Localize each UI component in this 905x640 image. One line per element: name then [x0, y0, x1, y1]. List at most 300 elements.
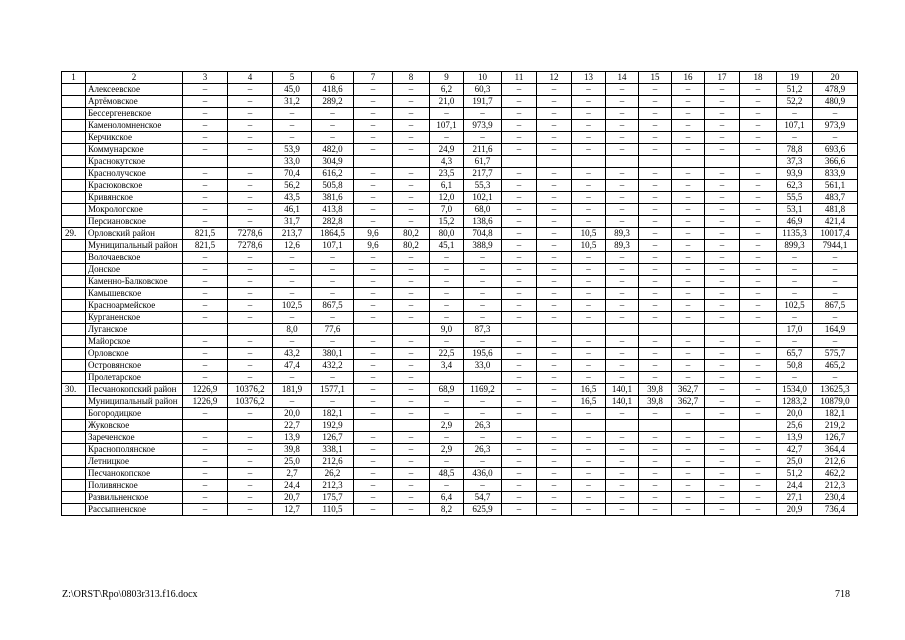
value-cell: – — [502, 384, 537, 396]
table-row — [62, 168, 858, 180]
value-cell: – — [228, 492, 273, 504]
territory-name: Кривянское — [86, 192, 183, 204]
value-cell — [740, 156, 777, 168]
value-cell — [572, 420, 606, 432]
value-cell: – — [705, 480, 740, 492]
value-cell — [639, 324, 672, 336]
value-cell: 65,7 — [777, 348, 813, 360]
value-cell: 55,3 — [464, 180, 502, 192]
value-cell: – — [183, 360, 228, 372]
value-cell: – — [354, 336, 393, 348]
value-cell — [464, 372, 502, 384]
table-row — [62, 324, 858, 336]
value-cell: – — [537, 444, 572, 456]
value-cell: – — [705, 408, 740, 420]
header-row — [62, 72, 858, 84]
value-cell: 9,6 — [354, 228, 393, 240]
value-cell: 212,3 — [813, 480, 858, 492]
territory-name: Курганенское — [86, 312, 183, 324]
value-cell: – — [537, 336, 572, 348]
value-cell — [537, 420, 572, 432]
value-cell: – — [606, 504, 639, 516]
value-cell: – — [572, 84, 606, 96]
value-cell — [705, 156, 740, 168]
value-cell: – — [537, 432, 572, 444]
column-number: 7 — [354, 72, 393, 84]
value-cell: 182,1 — [312, 408, 354, 420]
territory-name: Персиановское — [86, 216, 183, 228]
value-cell: – — [183, 168, 228, 180]
value-cell: 39,8 — [273, 444, 312, 456]
value-cell: – — [464, 300, 502, 312]
value-cell: – — [672, 240, 705, 252]
value-cell: – — [183, 432, 228, 444]
value-cell: – — [639, 144, 672, 156]
value-cell: – — [354, 456, 393, 468]
value-cell: 481,8 — [813, 204, 858, 216]
value-cell: – — [705, 360, 740, 372]
value-cell: – — [740, 132, 777, 144]
value-cell: – — [502, 372, 537, 384]
value-cell: – — [393, 192, 430, 204]
table-row — [62, 192, 858, 204]
value-cell: 26,2 — [312, 468, 354, 480]
value-cell: – — [430, 480, 464, 492]
value-cell: – — [740, 408, 777, 420]
value-cell: – — [354, 492, 393, 504]
territory-name: Луганское — [86, 324, 183, 336]
value-cell: – — [502, 120, 537, 132]
value-cell: 693,6 — [813, 144, 858, 156]
value-cell: – — [464, 480, 502, 492]
row-number — [62, 84, 86, 96]
value-cell: 78,8 — [777, 144, 813, 156]
value-cell: – — [228, 456, 273, 468]
value-cell: – — [777, 288, 813, 300]
column-number: 19 — [777, 72, 813, 84]
file-path: Z:\ORST\Rpo\0803r313.f16.docx — [62, 589, 198, 600]
value-cell: – — [228, 336, 273, 348]
value-cell: – — [354, 432, 393, 444]
row-number — [62, 216, 86, 228]
value-cell: – — [639, 492, 672, 504]
value-cell: 212,3 — [312, 480, 354, 492]
value-cell — [502, 156, 537, 168]
value-cell: – — [464, 132, 502, 144]
value-cell: – — [537, 252, 572, 264]
value-cell: – — [393, 216, 430, 228]
table-row — [62, 228, 858, 240]
value-cell: – — [228, 120, 273, 132]
value-cell: – — [705, 300, 740, 312]
value-cell: 164,9 — [813, 324, 858, 336]
value-cell: 25,0 — [273, 456, 312, 468]
value-cell: – — [464, 456, 502, 468]
value-cell — [572, 156, 606, 168]
value-cell: – — [393, 84, 430, 96]
value-cell: – — [393, 492, 430, 504]
territory-name: Богородицкое — [86, 408, 183, 420]
value-cell: – — [705, 468, 740, 480]
value-cell: – — [393, 396, 430, 408]
value-cell: 381,6 — [312, 192, 354, 204]
value-cell: – — [813, 252, 858, 264]
value-cell: – — [639, 264, 672, 276]
value-cell: – — [537, 492, 572, 504]
territory-name: Керчикское — [86, 132, 183, 144]
value-cell: – — [639, 276, 672, 288]
value-cell: – — [672, 504, 705, 516]
value-cell: – — [705, 456, 740, 468]
row-number — [62, 132, 86, 144]
value-cell — [183, 324, 228, 336]
value-cell: – — [639, 132, 672, 144]
value-cell: – — [393, 96, 430, 108]
value-cell: – — [572, 120, 606, 132]
value-cell: – — [705, 180, 740, 192]
value-cell: 432,2 — [312, 360, 354, 372]
value-cell: – — [672, 432, 705, 444]
value-cell: – — [606, 300, 639, 312]
value-cell: – — [705, 432, 740, 444]
row-number — [62, 96, 86, 108]
value-cell: 102,5 — [273, 300, 312, 312]
value-cell: – — [813, 132, 858, 144]
value-cell: – — [606, 252, 639, 264]
row-number — [62, 432, 86, 444]
table-row — [62, 432, 858, 444]
territory-name: Донское — [86, 264, 183, 276]
value-cell — [354, 420, 393, 432]
value-cell: – — [639, 372, 672, 384]
value-cell: – — [639, 456, 672, 468]
value-cell: – — [312, 312, 354, 324]
value-cell: – — [572, 96, 606, 108]
value-cell: – — [705, 96, 740, 108]
value-cell: 110,5 — [312, 504, 354, 516]
value-cell: – — [672, 192, 705, 204]
value-cell: – — [705, 492, 740, 504]
territory-name: Поливянское — [86, 480, 183, 492]
table-row — [62, 336, 858, 348]
value-cell: – — [502, 336, 537, 348]
column-number: 12 — [537, 72, 572, 84]
value-cell: – — [430, 264, 464, 276]
value-cell: – — [672, 372, 705, 384]
value-cell: – — [606, 312, 639, 324]
column-number: 6 — [312, 72, 354, 84]
value-cell: – — [606, 132, 639, 144]
value-cell: 47,4 — [273, 360, 312, 372]
value-cell: – — [572, 168, 606, 180]
value-cell: 140,1 — [606, 396, 639, 408]
value-cell: – — [502, 132, 537, 144]
value-cell: – — [572, 336, 606, 348]
value-cell: – — [183, 492, 228, 504]
row-number — [62, 168, 86, 180]
value-cell: 413,8 — [312, 204, 354, 216]
value-cell: – — [393, 132, 430, 144]
value-cell: – — [572, 432, 606, 444]
value-cell: – — [228, 444, 273, 456]
value-cell: – — [502, 108, 537, 120]
value-cell: – — [672, 204, 705, 216]
value-cell: – — [312, 120, 354, 132]
value-cell: – — [228, 480, 273, 492]
value-cell: – — [502, 444, 537, 456]
value-cell: 27,1 — [777, 492, 813, 504]
value-cell: – — [502, 240, 537, 252]
value-cell: – — [502, 288, 537, 300]
territory-name: Краснополянское — [86, 444, 183, 456]
value-cell: – — [572, 468, 606, 480]
value-cell: – — [606, 180, 639, 192]
value-cell: 899,3 — [777, 240, 813, 252]
row-number — [62, 420, 86, 432]
value-cell: – — [740, 252, 777, 264]
value-cell: – — [393, 180, 430, 192]
value-cell: – — [537, 240, 572, 252]
value-cell: – — [606, 408, 639, 420]
value-cell: 51,2 — [777, 468, 813, 480]
territory-name: Алексеевское — [86, 84, 183, 96]
value-cell: – — [606, 480, 639, 492]
value-cell: 6,1 — [430, 180, 464, 192]
value-cell: 192,9 — [312, 420, 354, 432]
value-cell: – — [740, 480, 777, 492]
value-cell: – — [502, 312, 537, 324]
value-cell: – — [228, 360, 273, 372]
value-cell: 68,9 — [430, 384, 464, 396]
value-cell: – — [813, 372, 858, 384]
value-cell: – — [606, 468, 639, 480]
value-cell: 23,5 — [430, 168, 464, 180]
value-cell: 62,3 — [777, 180, 813, 192]
value-cell: 39,8 — [639, 384, 672, 396]
value-cell: – — [464, 264, 502, 276]
row-number — [62, 288, 86, 300]
value-cell: – — [777, 132, 813, 144]
value-cell: – — [740, 276, 777, 288]
value-cell: – — [354, 216, 393, 228]
data-table — [61, 71, 858, 516]
row-number — [62, 192, 86, 204]
value-cell: – — [502, 252, 537, 264]
table-row — [62, 444, 858, 456]
value-cell: 107,1 — [430, 120, 464, 132]
territory-name: Каменоломненское — [86, 120, 183, 132]
value-cell: 60,3 — [464, 84, 502, 96]
value-cell: 16,5 — [572, 384, 606, 396]
table-row — [62, 240, 858, 252]
value-cell: – — [354, 444, 393, 456]
value-cell: – — [777, 252, 813, 264]
value-cell: 61,7 — [464, 156, 502, 168]
value-cell — [502, 324, 537, 336]
value-cell: – — [740, 264, 777, 276]
value-cell: – — [537, 348, 572, 360]
value-cell: – — [606, 108, 639, 120]
value-cell: – — [273, 336, 312, 348]
value-cell: 68,0 — [464, 204, 502, 216]
value-cell: 138,6 — [464, 216, 502, 228]
value-cell: – — [183, 288, 228, 300]
value-cell: 7944,1 — [813, 240, 858, 252]
value-cell: – — [777, 276, 813, 288]
value-cell: – — [393, 144, 430, 156]
value-cell: – — [639, 300, 672, 312]
value-cell: – — [183, 504, 228, 516]
value-cell: – — [672, 492, 705, 504]
value-cell: 973,9 — [813, 120, 858, 132]
territory-name: Краснолучское — [86, 168, 183, 180]
value-cell: – — [672, 480, 705, 492]
value-cell: – — [393, 276, 430, 288]
value-cell: – — [705, 144, 740, 156]
row-number — [62, 264, 86, 276]
value-cell: – — [183, 444, 228, 456]
territory-name: Муниципальный район — [86, 240, 183, 252]
value-cell — [537, 324, 572, 336]
table-row — [62, 264, 858, 276]
value-cell: 833,9 — [813, 168, 858, 180]
value-cell: – — [572, 492, 606, 504]
value-cell: – — [183, 468, 228, 480]
value-cell: – — [228, 312, 273, 324]
value-cell: – — [740, 192, 777, 204]
value-cell: – — [740, 504, 777, 516]
value-cell: – — [740, 384, 777, 396]
value-cell: – — [228, 168, 273, 180]
value-cell: – — [430, 396, 464, 408]
value-cell: – — [537, 372, 572, 384]
value-cell: 1135,3 — [777, 228, 813, 240]
value-cell: – — [183, 144, 228, 156]
value-cell: – — [273, 276, 312, 288]
row-number — [62, 276, 86, 288]
table-row — [62, 492, 858, 504]
row-number: 30. — [62, 384, 86, 396]
value-cell: 211,6 — [464, 144, 502, 156]
value-cell: 87,3 — [464, 324, 502, 336]
value-cell — [639, 156, 672, 168]
value-cell: – — [273, 312, 312, 324]
value-cell: – — [639, 468, 672, 480]
value-cell: 24,9 — [430, 144, 464, 156]
value-cell: – — [228, 504, 273, 516]
value-cell: – — [502, 180, 537, 192]
value-cell: – — [740, 84, 777, 96]
value-cell: – — [393, 204, 430, 216]
value-cell: 21,0 — [430, 96, 464, 108]
row-number — [62, 108, 86, 120]
value-cell — [740, 324, 777, 336]
value-cell — [183, 156, 228, 168]
value-cell: 821,5 — [183, 228, 228, 240]
value-cell — [705, 420, 740, 432]
value-cell: – — [393, 480, 430, 492]
value-cell: – — [740, 216, 777, 228]
table-row — [62, 216, 858, 228]
value-cell: – — [502, 96, 537, 108]
value-cell: 102,5 — [777, 300, 813, 312]
table-row — [62, 156, 858, 168]
value-cell: – — [705, 504, 740, 516]
table-row — [62, 108, 858, 120]
territory-name: Летницкое — [86, 456, 183, 468]
value-cell: – — [639, 504, 672, 516]
value-cell: – — [572, 144, 606, 156]
value-cell: – — [705, 396, 740, 408]
value-cell: – — [672, 348, 705, 360]
value-cell: 867,5 — [312, 300, 354, 312]
value-cell: – — [606, 432, 639, 444]
value-cell — [430, 372, 464, 384]
column-number: 17 — [705, 72, 740, 84]
value-cell: – — [354, 360, 393, 372]
value-cell: – — [354, 108, 393, 120]
value-cell: – — [705, 132, 740, 144]
table-row — [62, 360, 858, 372]
value-cell: – — [537, 168, 572, 180]
value-cell: 465,2 — [813, 360, 858, 372]
value-cell: – — [354, 180, 393, 192]
value-cell: – — [393, 120, 430, 132]
value-cell: 213,7 — [273, 228, 312, 240]
value-cell: 480,9 — [813, 96, 858, 108]
territory-name: Пролетарское — [86, 372, 183, 384]
value-cell: 10879,0 — [813, 396, 858, 408]
value-cell: – — [705, 252, 740, 264]
value-cell: – — [813, 264, 858, 276]
value-cell: – — [502, 228, 537, 240]
value-cell: – — [572, 216, 606, 228]
value-cell: – — [639, 312, 672, 324]
territory-name: Артёмовское — [86, 96, 183, 108]
value-cell: – — [572, 288, 606, 300]
row-number — [62, 348, 86, 360]
value-cell: 126,7 — [312, 432, 354, 444]
value-cell: – — [502, 168, 537, 180]
value-cell: – — [740, 396, 777, 408]
value-cell: – — [354, 204, 393, 216]
value-cell: 2,7 — [273, 468, 312, 480]
value-cell: 89,3 — [606, 228, 639, 240]
value-cell: – — [354, 168, 393, 180]
value-cell: – — [273, 108, 312, 120]
value-cell: – — [228, 348, 273, 360]
value-cell: – — [537, 504, 572, 516]
value-cell: 45,0 — [273, 84, 312, 96]
value-cell: 26,3 — [464, 444, 502, 456]
value-cell: 93,9 — [777, 168, 813, 180]
value-cell: – — [672, 132, 705, 144]
value-cell: 7278,6 — [228, 228, 273, 240]
value-cell: – — [430, 432, 464, 444]
territory-name: Майорское — [86, 336, 183, 348]
row-number — [62, 240, 86, 252]
value-cell: – — [502, 396, 537, 408]
value-cell: – — [537, 216, 572, 228]
value-cell: – — [464, 288, 502, 300]
value-cell: – — [430, 288, 464, 300]
value-cell: – — [393, 432, 430, 444]
value-cell: 46,9 — [777, 216, 813, 228]
table-row — [62, 456, 858, 468]
table-row — [62, 408, 858, 420]
value-cell: – — [813, 108, 858, 120]
value-cell — [393, 324, 430, 336]
